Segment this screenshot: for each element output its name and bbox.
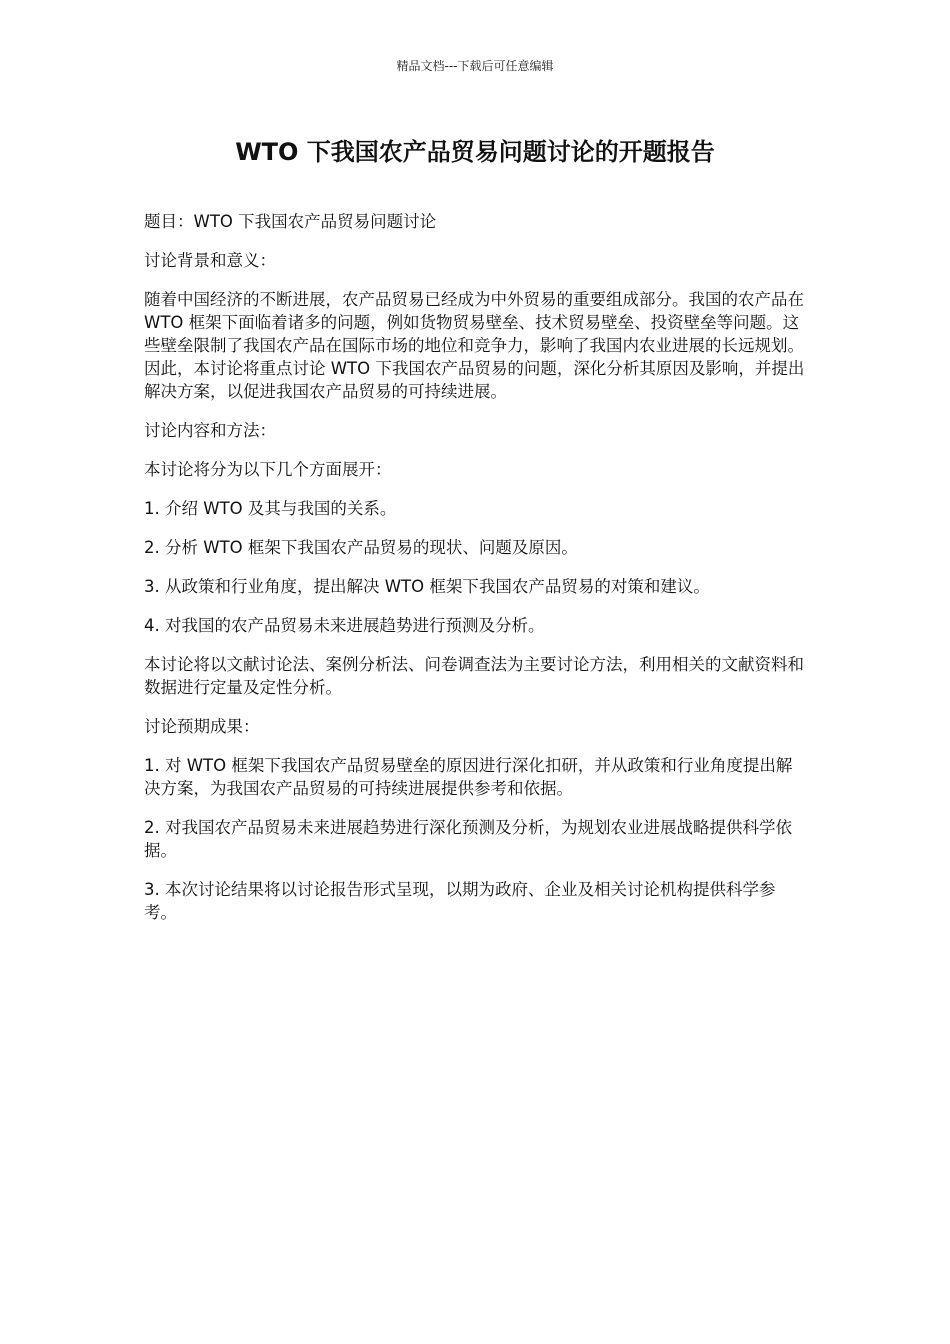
- section-heading-expected-results: 讨论预期成果：: [144, 717, 260, 736]
- content-item-3: 3. 从政策和行业角度，提出解决 WTO 框架下我国农产品贸易的对策和建议。: [144, 577, 710, 596]
- page-header: 精品文档---下载后可任意编辑: [396, 59, 554, 73]
- result-item-1: 1. 对 WTO 框架下我国农产品贸易壁垒的原因进行深化扣研，并从政策和行业角度提出解决方案，为我国农产品贸易的可持续进展提供参考和依据。: [144, 756, 793, 798]
- content-item-4: 4. 对我国的农产品贸易未来进展趋势进行预测及分析。: [144, 616, 545, 635]
- section-heading-content-method: 讨论内容和方法：: [144, 421, 276, 440]
- document-title: WTO 下我国农产品贸易问题讨论的开题报告: [235, 138, 715, 166]
- document-body: [144, 210, 806, 940]
- result-item-2: 2. 对我国农产品贸易未来进展趋势进行深化预测及分析，为规划农业进展战略提供科学依据。: [144, 818, 792, 860]
- result-item-3: 3. 本次讨论结果将以讨论报告形式呈现，以期为政府、企业及相关讨论机构提供科学参考。: [144, 880, 776, 922]
- content-item-2: 2. 分析 WTO 框架下我国农产品贸易的现状、问题及原因。: [144, 538, 578, 557]
- section-heading-background: 讨论背景和意义：: [144, 251, 276, 270]
- background-paragraph: 随着中国经济的不断进展，农产品贸易已经成为中外贸易的重要组成部分。我国的农产品在 WTO 框架下面临着诸多的问题，例如货物贸易壁垒、技术贸易壁垒、投资壁垒等问题。这些壁垒限制了我国农产品在国际市场的地位和竞争力，影响了我国内农业进展的长远规划。因此，本讨论将重点讨论 WTO 下我国农产品贸易的问题，深化分析其原因及影响，并提出解决方案，以促进我国农产品贸易的可持续进展。: [144, 290, 805, 401]
- content-item-1: 1. 介绍 WTO 及其与我国的关系。: [144, 499, 397, 518]
- content-intro: 本讨论将分为以下几个方面展开：: [144, 460, 392, 479]
- topic-line: 题目：WTO 下我国农产品贸易问题讨论: [144, 212, 437, 231]
- method-paragraph: 本讨论将以文献讨论法、案例分析法、问卷调查法为主要讨论方法，利用相关的文献资料和数据进行定量及定性分析。: [144, 655, 804, 697]
